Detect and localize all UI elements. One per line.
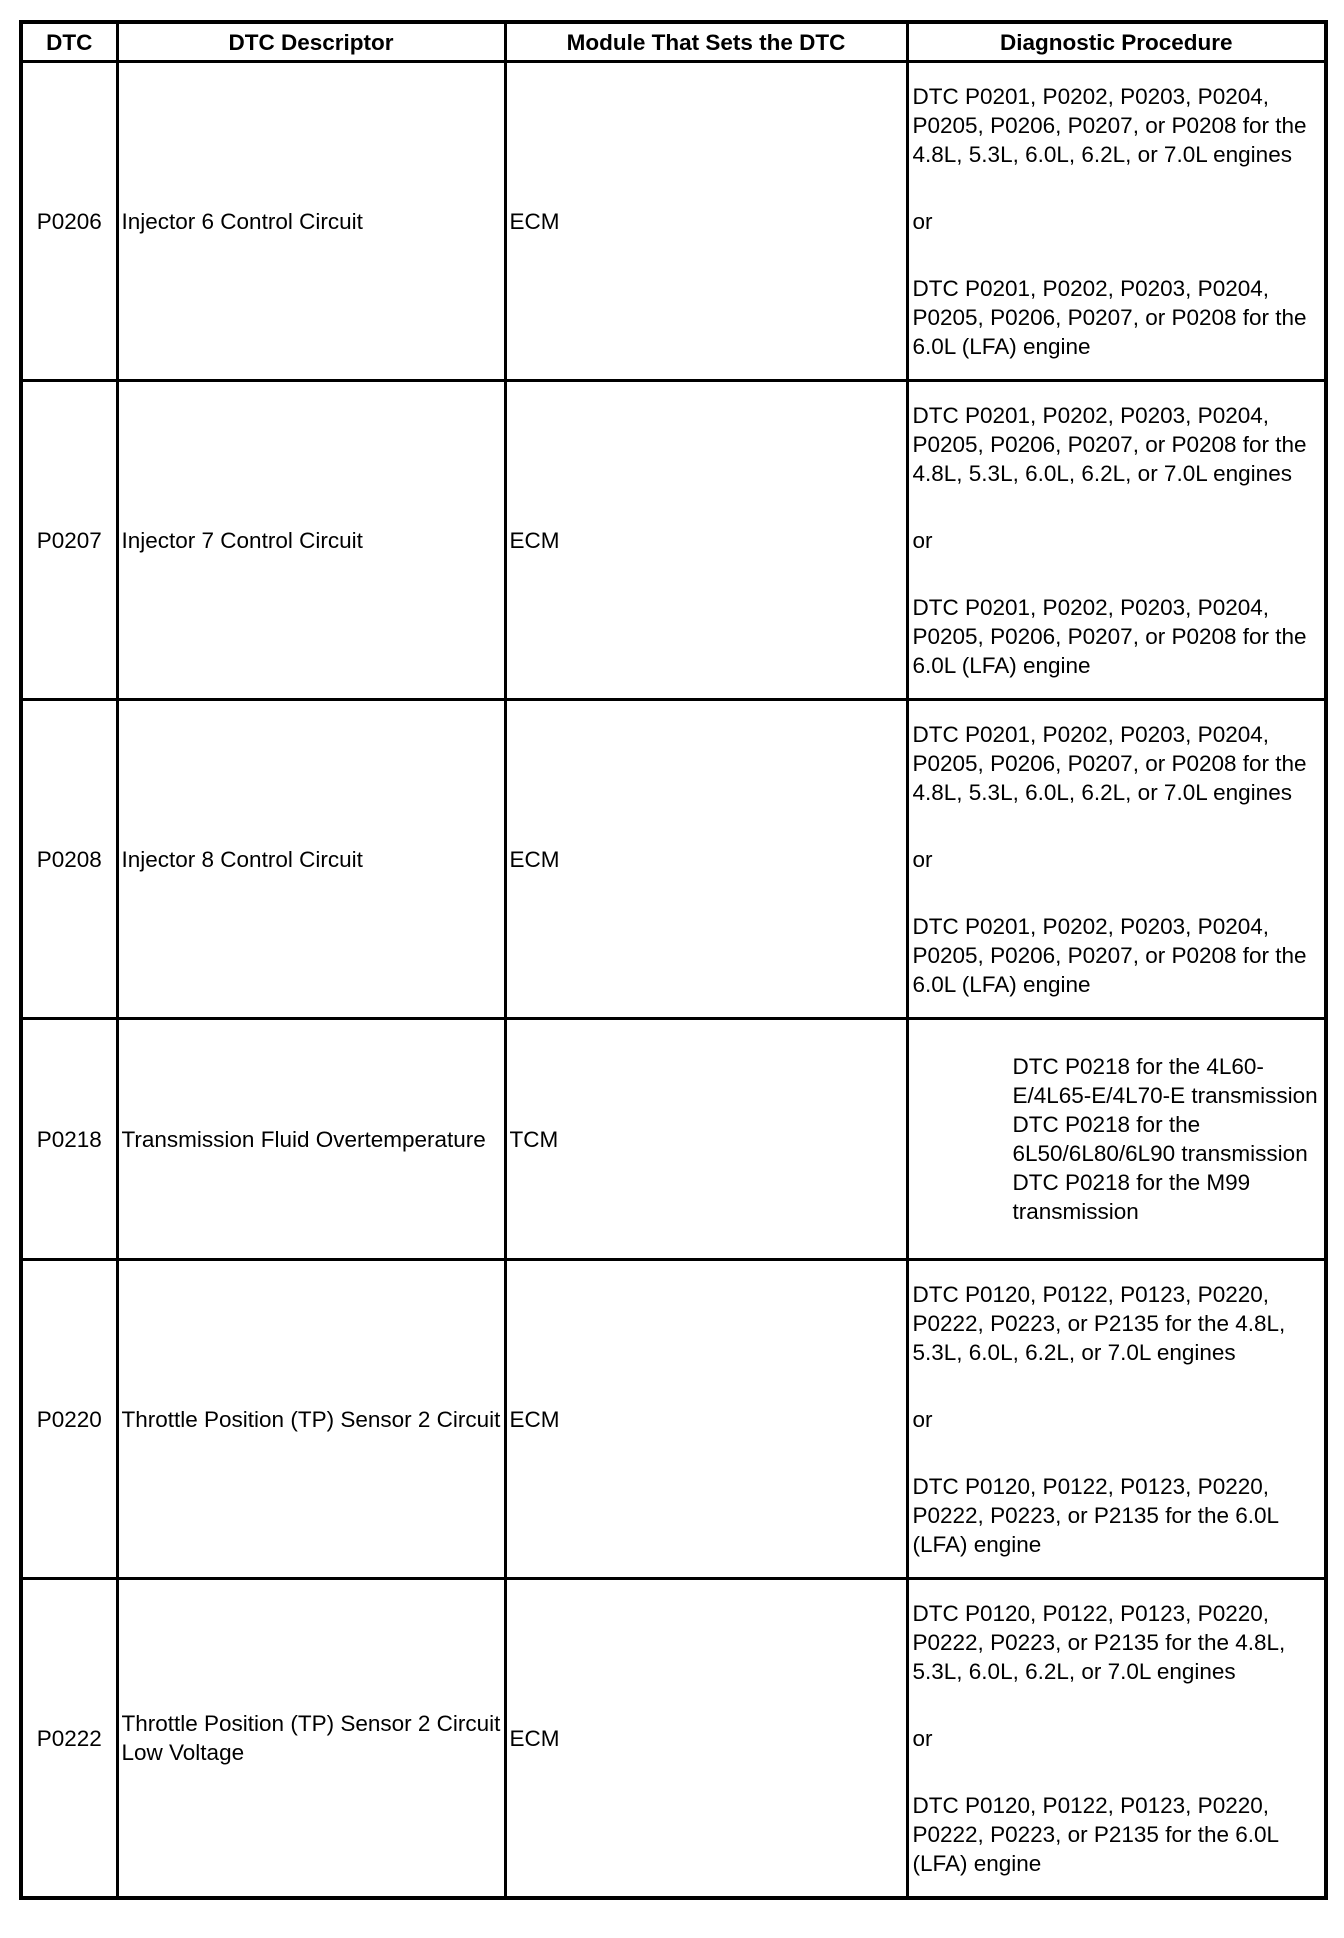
table-row — [21, 62, 1326, 381]
dtc-module: ECM — [505, 381, 907, 700]
procedure-link[interactable]: DTC P0120, P0122, P0123, P0220, P0222, P0223, or P2135 for the 6.0L (LFA) engine — [912, 1792, 1279, 1876]
header-row — [21, 22, 1326, 62]
procedure-link[interactable]: DTC P0218 for the 4L60-E/4L65-E/4L70-E transmission — [1012, 1054, 1318, 1108]
header-descriptor: DTC Descriptor — [117, 22, 505, 62]
diagnostic-procedure — [907, 700, 1326, 1019]
procedure-link[interactable]: DTC P0201, P0202, P0203, P0204, P0205, P0206, P0207, or P0208 for the 6.0L (LFA) engine — [912, 913, 1307, 997]
procedure-link[interactable]: DTC P0201, P0202, P0203, P0204, P0205, P0206, P0207, or P0208 for the 6.0L (LFA) engine — [912, 594, 1307, 678]
procedure-or: or — [912, 846, 933, 872]
procedure-link[interactable]: DTC P0201, P0202, P0203, P0204, P0205, P0206, P0207, or P0208 for the 4.8L, 5.3L, 6.0L, 6.2L, or 7.0L engines — [912, 402, 1307, 486]
procedure-link[interactable]: DTC P0218 for the M99 transmission — [1012, 1170, 1251, 1224]
dtc-code: P0220 — [21, 1260, 117, 1579]
procedure-or: or — [912, 527, 933, 553]
dtc-descriptor: Injector 7 Control Circuit — [117, 381, 505, 700]
diagnostic-procedure — [907, 62, 1326, 381]
procedure-link[interactable]: DTC P0120, P0122, P0123, P0220, P0222, P0223, or P2135 for the 4.8L, 5.3L, 6.0L, 6.2L, or 7.0L engines — [912, 1281, 1286, 1365]
header-procedure: Diagnostic Procedure — [907, 22, 1326, 62]
procedure-link[interactable]: DTC P0218 for the 6L50/6L80/6L90 transmission — [1012, 1112, 1308, 1166]
procedure-link[interactable]: DTC P0120, P0122, P0123, P0220, P0222, P0223, or P2135 for the 6.0L (LFA) engine — [912, 1473, 1279, 1557]
procedure-list — [913, 1052, 1321, 1226]
diagnostic-procedure — [907, 381, 1326, 700]
procedure-or: or — [912, 1406, 933, 1432]
dtc-code: P0218 — [21, 1019, 117, 1260]
table-row — [21, 1260, 1326, 1579]
procedure-link[interactable]: DTC P0201, P0202, P0203, P0204, P0205, P0206, P0207, or P0208 for the 4.8L, 5.3L, 6.0L, 6.2L, or 7.0L engines — [912, 83, 1307, 167]
dtc-code: P0208 — [21, 700, 117, 1019]
dtc-descriptor: Throttle Position (TP) Sensor 2 Circuit Low Voltage — [117, 1579, 505, 1899]
procedure-link[interactable]: DTC P0120, P0122, P0123, P0220, P0222, P0223, or P2135 for the 4.8L, 5.3L, 6.0L, 6.2L, or 7.0L engines — [912, 1600, 1286, 1684]
diagnostic-procedure — [907, 1260, 1326, 1579]
dtc-module: ECM — [505, 1260, 907, 1579]
procedure-link[interactable]: DTC P0201, P0202, P0203, P0204, P0205, P0206, P0207, or P0208 for the 6.0L (LFA) engine — [912, 275, 1307, 359]
table-row — [21, 381, 1326, 700]
dtc-code: P0207 — [21, 381, 117, 700]
table-row — [21, 700, 1326, 1019]
dtc-table — [19, 20, 1328, 1900]
dtc-descriptor: Transmission Fluid Overtemperature — [117, 1019, 505, 1260]
procedure-link[interactable]: DTC P0201, P0202, P0203, P0204, P0205, P0206, P0207, or P0208 for the 4.8L, 5.3L, 6.0L, 6.2L, or 7.0L engines — [912, 721, 1307, 805]
diagnostic-procedure — [907, 1019, 1326, 1260]
dtc-code: P0222 — [21, 1579, 117, 1899]
header-module: Module That Sets the DTC — [505, 22, 907, 62]
dtc-descriptor: Injector 6 Control Circuit — [117, 62, 505, 381]
procedure-or: or — [912, 208, 933, 234]
dtc-module: ECM — [505, 700, 907, 1019]
procedure-or: or — [912, 1725, 933, 1751]
table-row — [21, 1579, 1326, 1899]
table-row — [21, 1019, 1326, 1260]
dtc-descriptor: Throttle Position (TP) Sensor 2 Circuit — [117, 1260, 505, 1579]
dtc-module: ECM — [505, 1579, 907, 1899]
diagnostic-procedure — [907, 1579, 1326, 1899]
header-dtc: DTC — [21, 22, 117, 62]
dtc-module: ECM — [505, 62, 907, 381]
dtc-code: P0206 — [21, 62, 117, 381]
dtc-descriptor: Injector 8 Control Circuit — [117, 700, 505, 1019]
dtc-module: TCM — [505, 1019, 907, 1260]
